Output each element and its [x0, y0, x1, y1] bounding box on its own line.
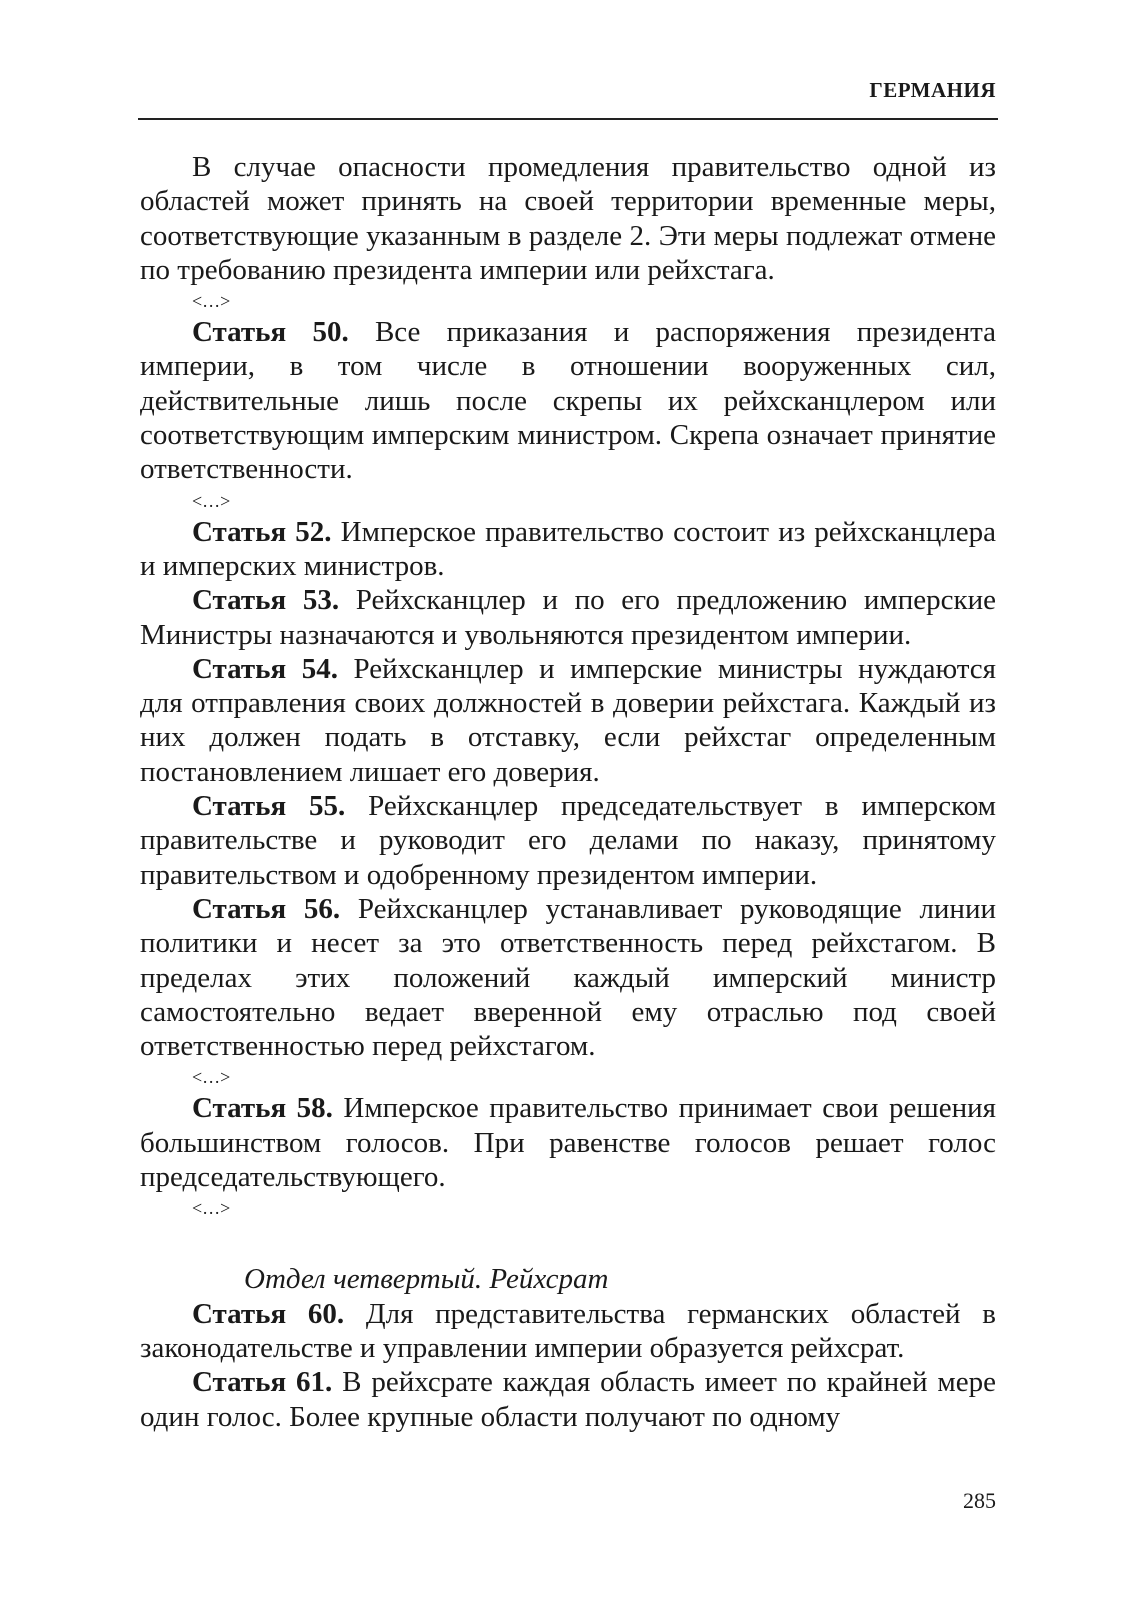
article-text: Имперское правительство принимает свои решения большинством голосов. При равенстве голосов решает голос председательствующего. [140, 1092, 996, 1194]
page-number: 285 [963, 1488, 996, 1513]
article-56 [140, 892, 996, 1063]
article-55 [140, 789, 996, 892]
article-text: Рейхсканцлер и по его предложению имперские Министры назначаются и увольняются президентом империи. [140, 584, 996, 651]
header-rule [138, 118, 998, 120]
article-label: Статья 55. [192, 790, 346, 823]
article-label: Статья 54. [192, 652, 338, 685]
article-text: Рейхсканцлер председательствует в имперском правительстве и руководит его делами по наказу, принятому правительством и одобренному президентом империи. [140, 790, 996, 891]
article-text: Рейхсканцлер и имперские министры нуждаются для отправления своих должностей в доверии рейхстага. Каждый из них должен подать в отставку, если рейхстаг определенным постановлением лишает его доверия. [140, 652, 996, 788]
article-54 [140, 652, 996, 789]
article-53 [140, 583, 996, 652]
section-spacer [140, 1222, 996, 1262]
article-text: Для представительства германских областей в законодательстве и управлении империи образуется рейхсрат. [140, 1297, 996, 1364]
omission-mark: <…> [192, 1198, 231, 1219]
article-label: Статья 56. [192, 892, 341, 925]
article-50 [140, 315, 996, 486]
running-head: ГЕРМАНИЯ [869, 78, 996, 102]
article-label: Статья 61. [192, 1366, 333, 1399]
article-58 [140, 1091, 996, 1194]
section-title: Отдел четвертый. Рейхсрат [244, 1263, 609, 1296]
article-label: Статья 53. [192, 584, 340, 617]
article-label: Статья 60. [192, 1297, 345, 1330]
omission-mark: <…> [192, 291, 231, 312]
article-text: В рейхсрате каждая область имеет по крайней мере один голос. Более крупные области получают по одному [140, 1366, 996, 1433]
article-label: Статья 58. [192, 1092, 333, 1125]
article-label: Статья 52. [192, 515, 332, 548]
article-text: Рейхсканцлер устанавливает руководящие линии политики и несет за это ответственность перед рейхстагом. В пределах этих положений каждый имперский министр самостоятельно ведает вверенной ему отраслью под своей ответственностью перед рейхстагом. [140, 892, 996, 1063]
article-61 [140, 1365, 996, 1434]
omission-mark: <…> [192, 490, 231, 511]
article-label: Статья 50. [192, 316, 349, 349]
paragraph-intro: В случае опасности промедления правительство одной из областей может принять на своей территории временные меры, соответствующие указанным в разделе 2. Эти меры подлежат отмене по требованию президента империи или рейхстага. [140, 151, 996, 286]
omission-mark: <…> [192, 1067, 231, 1088]
article-52 [140, 515, 996, 584]
article-60 [140, 1297, 996, 1366]
article-text: Все приказания и распоряжения президента империи, в том числе в отношении вооруженных сил, действительные лишь после скрепы их рейхсканцлером или соответствующим имперским министром. Скрепа означает принятие ответственности. [140, 316, 997, 486]
article-text: Имперское правительство состоит из рейхсканцлера и имперских министров. [140, 515, 996, 582]
body-text [140, 150, 996, 1434]
